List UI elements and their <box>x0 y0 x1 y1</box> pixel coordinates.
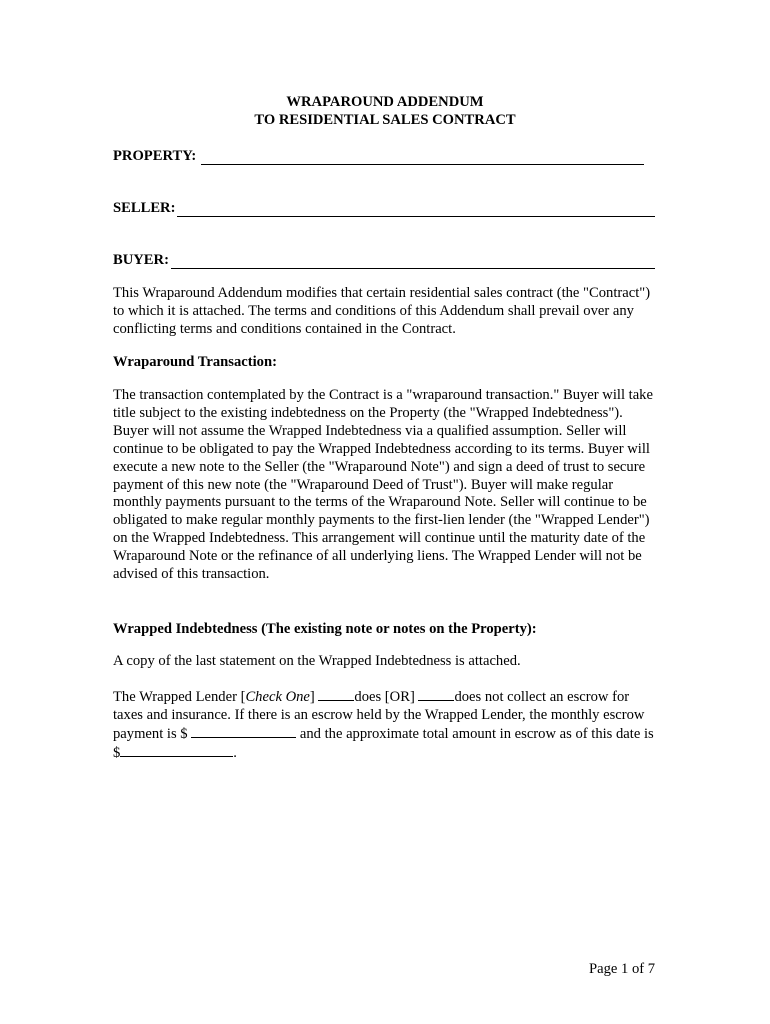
document-title: WRAPAROUND ADDENDUM <box>286 94 484 110</box>
property-label: PROPERTY: <box>113 148 197 164</box>
does-checkbox-blank[interactable] <box>318 688 354 701</box>
escrow-text-3: and the approximate total amount in escrow as of this date is $ <box>113 725 654 761</box>
escrow-text-1: The Wrapped Lender [ <box>113 689 246 705</box>
buyer-field <box>113 251 655 269</box>
escrow-does-text: does [OR] <box>354 689 419 705</box>
seller-blank-line[interactable] <box>177 202 655 217</box>
buyer-label: BUYER: <box>113 252 169 268</box>
statement-copy-paragraph: A copy of the last statement on the Wrapped Indebtedness is attached. <box>113 653 521 669</box>
wrapped-indebtedness-heading: Wrapped Indebtedness (The existing note or notes on the Property): <box>113 621 537 637</box>
seller-field <box>113 199 655 217</box>
document-subtitle: TO RESIDENTIAL SALES CONTRACT <box>254 112 516 128</box>
monthly-escrow-amount-blank[interactable] <box>191 725 296 738</box>
escrow-text-2: ] <box>309 689 319 705</box>
intro-paragraph: This Wraparound Addendum modifies that certain residential sales contract (the "Contract") to which it is attached. The terms and conditions of this Addendum shall prevail over any conflicting terms and conditions contained in the Contract. <box>113 285 651 337</box>
property-field <box>113 147 644 165</box>
escrow-does-not-text: does not collect an escrow for taxes and insurance. If there is an escrow held by the Wrapped Lender, the monthly escrow payment is $ <box>113 689 645 742</box>
property-blank-line[interactable] <box>201 150 644 165</box>
page-number: Page 1 of 7 <box>589 961 656 977</box>
wraparound-transaction-heading: Wraparound Transaction: <box>113 354 277 370</box>
wraparound-transaction-paragraph: The transaction contemplated by the Contract is a "wraparound transaction." Buyer will take title subject to the existing indebtedness on the Property (the "Wrapped Indebtedness"). Buyer will not assume the Wrapped Indebtedness via a qualified assumption. Seller will continue to be obligated to pay the Wrapped Indebtedness according to its terms. Buyer will execute a new note to the Seller (the "Wraparound Note") and sign a deed of trust to secure payment of this new note (the "Wraparound Deed of Trust"). Buyer will make regular monthly payments pursuant to the terms of the Wraparound Note. Seller will continue to be obligated to make regular monthly payments to the first-lien lender (the "Wrapped Lender") on the Wrapped Indebtedness. This arrangement will continue until the maturity date of the Wraparound Note or the refinance of all underlying liens. The Wrapped Lender will not be advised of this transaction. <box>113 387 653 583</box>
escrow-paragraph <box>113 688 658 763</box>
total-escrow-amount-blank[interactable] <box>120 744 233 757</box>
does-not-checkbox-blank[interactable] <box>418 688 454 701</box>
buyer-blank-line[interactable] <box>171 254 655 269</box>
seller-label: SELLER: <box>113 200 176 216</box>
escrow-text-4: . <box>233 744 237 761</box>
check-one-label: Check One <box>245 689 310 705</box>
